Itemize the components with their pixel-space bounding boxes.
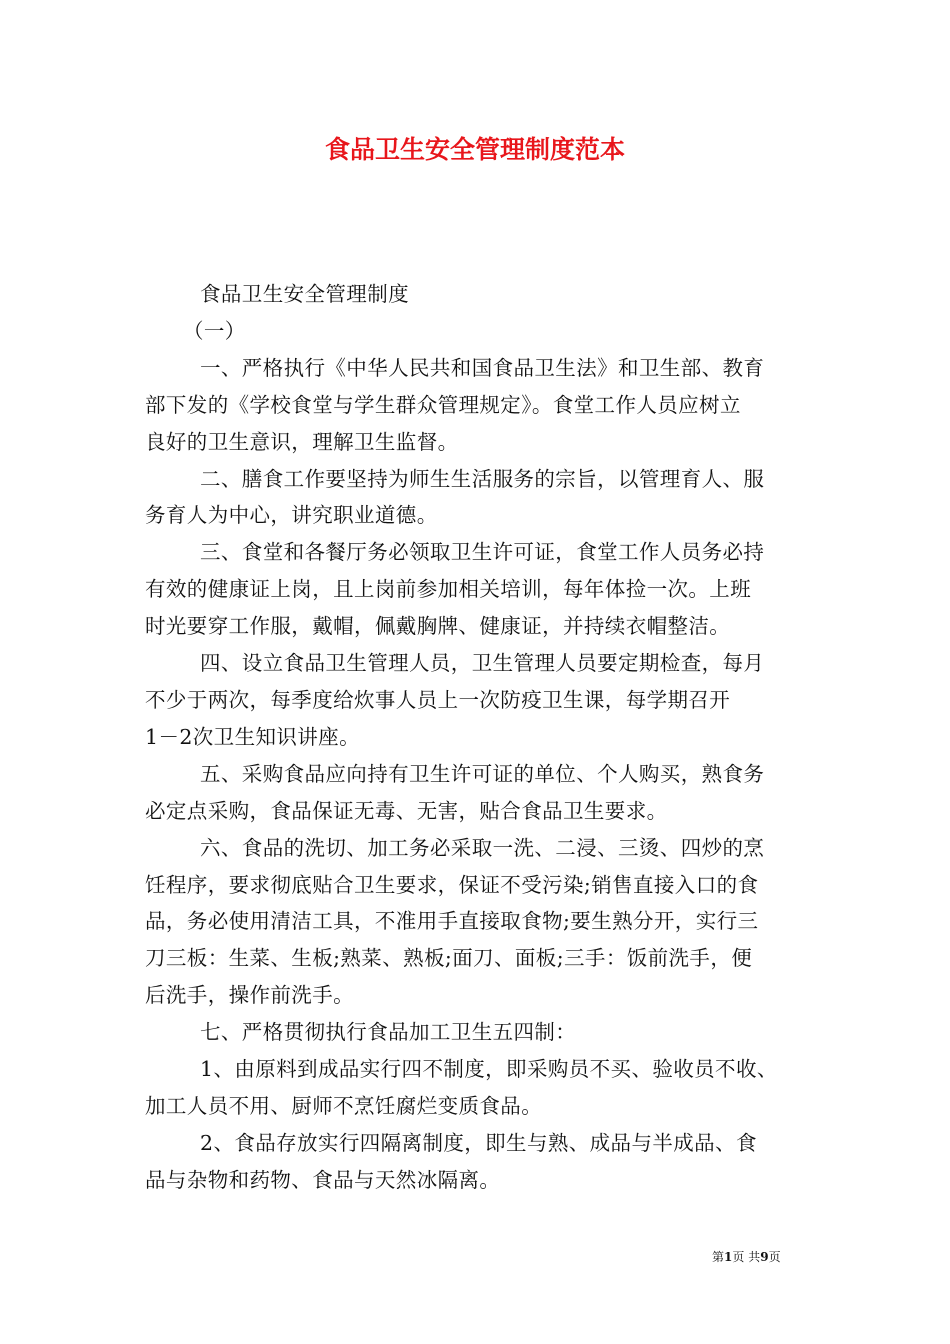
- body-line: 刀三板：生菜、生板;熟菜、熟板;面刀、面板;三手：饭前洗手，便: [145, 946, 753, 971]
- body-line: 一、严格执行《中华人民共和国食品卫生法》和卫生部、教育: [200, 355, 765, 380]
- body-line: 部下发的《学校食堂与学生群众管理规定》。食堂工作人员应树立: [145, 392, 741, 417]
- body-line: 二、膳食工作要坚持为师生生活服务的宗旨，以管理育人、服: [200, 466, 765, 491]
- body-line: 2、食品存放实行四隔离制度，即生与熟、成品与半成品、食: [200, 1130, 757, 1155]
- body-line: 品，务必使用清洁工具，不准用手直接取食物;要生熟分开，实行三: [145, 909, 759, 934]
- page-footer: [712, 1249, 812, 1265]
- body-line: 三、食堂和各餐厅务必领取卫生许可证，食堂工作人员务必持: [200, 540, 765, 565]
- footer-total-pages: 9: [760, 1250, 769, 1264]
- page-title: 食品卫生安全管理制度范本: [324, 135, 625, 164]
- document-body: [145, 276, 810, 1199]
- body-line: 七、严格贯彻执行食品加工卫生五四制：: [200, 1020, 577, 1045]
- body-line: 不少于两次，每季度给炊事人员上一次防疫卫生课，每学期召开: [145, 687, 731, 712]
- footer-prefix: 第: [712, 1250, 725, 1264]
- body-line: 务育人为中心，讲究职业道德。: [145, 503, 438, 528]
- body-line: （一）: [183, 318, 246, 343]
- body-line: 食品卫生安全管理制度: [200, 282, 409, 306]
- body-line: 良好的卫生意识，理解卫生监督。: [145, 429, 459, 454]
- footer-suffix: 页: [768, 1250, 781, 1264]
- body-line: 品与杂物和药物、食品与天然冰隔离。: [145, 1167, 501, 1192]
- body-line: 必定点采购，食品保证无毒、无害，贴合食品卫生要求。: [145, 798, 668, 823]
- body-line: 六、食品的洗切、加工务必采取一洗、二浸、三烫、四炒的烹: [200, 835, 765, 860]
- footer-middle: 页 共: [732, 1250, 761, 1264]
- body-line: 饪程序，要求彻底贴合卫生要求，保证不受污染;销售直接入口的食: [145, 872, 759, 897]
- body-line: 1－2次卫生知识讲座。: [145, 724, 360, 749]
- body-line: 四、设立食品卫生管理人员，卫生管理人员要定期检查，每月: [200, 651, 765, 676]
- body-line: 1、由原料到成品实行四不制度，即采购员不买、验收员不收、: [200, 1057, 778, 1082]
- body-line: 五、采购食品应向持有卫生许可证的单位、个人购买，熟食务: [200, 761, 765, 786]
- body-line: 后洗手，操作前洗手。: [145, 983, 354, 1008]
- footer-current-page: 1: [724, 1250, 733, 1264]
- body-line: 加工人员不用、厨师不烹饪腐烂变质食品。: [145, 1093, 543, 1118]
- body-line: 有效的健康证上岗，且上岗前参加相关培训，每年体捡一次。上班: [145, 577, 752, 602]
- body-line: 时光要穿工作服，戴帽，佩戴胸牌、健康证，并持续衣帽整洁。: [145, 614, 731, 639]
